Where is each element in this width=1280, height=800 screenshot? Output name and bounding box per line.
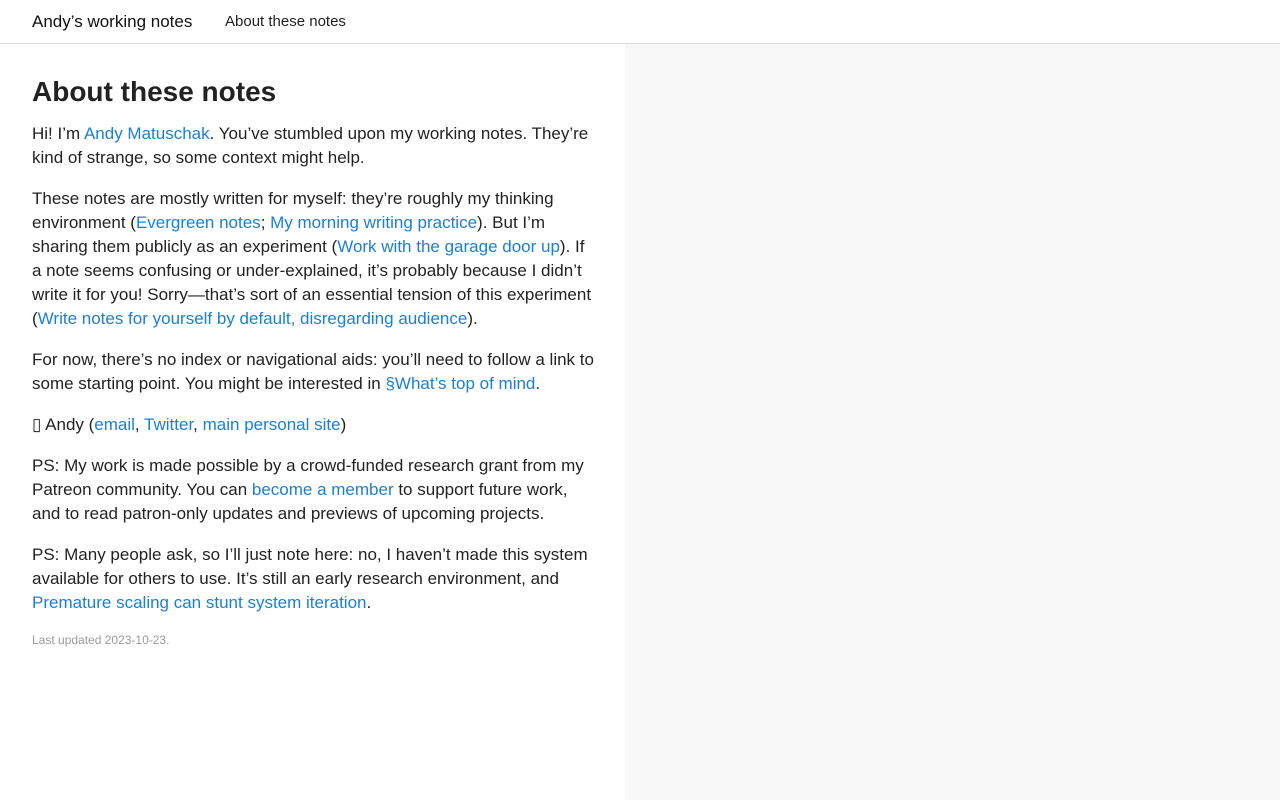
text: , <box>193 415 203 434</box>
link-whats-top-of-mind[interactable]: §What’s top of mind <box>385 374 536 393</box>
missing-glyph-icon: ▯ <box>32 415 42 434</box>
note-pane <box>0 44 625 800</box>
link-andy-matuschak[interactable]: Andy Matuschak <box>83 124 210 143</box>
text: . <box>535 374 541 393</box>
link-twitter[interactable]: Twitter <box>144 415 194 434</box>
last-updated: Last updated 2023-10-23. <box>32 633 170 647</box>
link-evergreen-notes[interactable]: Evergreen notes <box>135 213 261 232</box>
paragraph-intro <box>32 122 598 170</box>
text: Andy ( <box>41 415 95 434</box>
paragraph-patreon <box>32 454 598 526</box>
paragraph-purpose <box>32 187 598 331</box>
text: For now, there’s no index or navigational aids: you’ll need to follow a link to some starting point. You might be interested in <box>32 350 594 393</box>
top-bar <box>0 0 1280 44</box>
link-write-notes-for-yourself[interactable]: Write notes for yourself by default, disregarding audience <box>37 309 468 328</box>
text: ). If a note seems confusing or under-explained, it’s probably because I didn’t write it for you! Sorry—that’s sort of an essential tension of this experiment ( <box>32 237 592 328</box>
link-main-personal-site[interactable]: main personal site <box>202 415 341 434</box>
text: to support future work, and to read patron-only updates and previews of upcoming projects. <box>32 480 568 523</box>
text: , <box>134 415 145 434</box>
paragraph-signature <box>32 413 598 437</box>
empty-side-pane <box>625 44 1280 800</box>
link-morning-writing-practice[interactable]: My morning writing practice <box>270 213 478 232</box>
text: ). But I’m sharing them publicly as an experiment ( <box>32 213 546 256</box>
text: ). <box>467 309 478 328</box>
text: . <box>366 593 372 612</box>
link-premature-scaling[interactable]: Premature scaling can stunt system iteration <box>32 593 367 612</box>
text: . You’ve stumbled upon my working notes. They’re kind of strange, so some context might help. <box>32 124 589 167</box>
text: These notes are mostly written for myself: they’re roughly my thinking environment ( <box>32 189 554 232</box>
text: ; <box>260 213 271 232</box>
note-title: About these notes <box>32 76 277 107</box>
paragraph-navigation <box>32 348 598 396</box>
nav-item-about[interactable]: About these notes <box>225 13 346 30</box>
text: PS: My work is made possible by a crowd-funded research grant from my Patreon community. You can <box>32 456 584 499</box>
text: Hi! I’m <box>32 124 84 143</box>
note-content <box>32 74 598 648</box>
link-become-a-member[interactable]: become a member <box>251 480 394 499</box>
text: PS: Many people ask, so I’ll just note here: no, I haven’t made this system available for others to use. It’s still an early research environment, and <box>32 545 588 588</box>
link-email[interactable]: email <box>94 415 135 434</box>
text: ) <box>340 415 347 434</box>
link-garage-door-up[interactable]: Work with the garage door up <box>337 237 560 256</box>
site-title-link[interactable]: Andy’s working notes <box>32 12 193 31</box>
paragraph-availability <box>32 543 598 615</box>
